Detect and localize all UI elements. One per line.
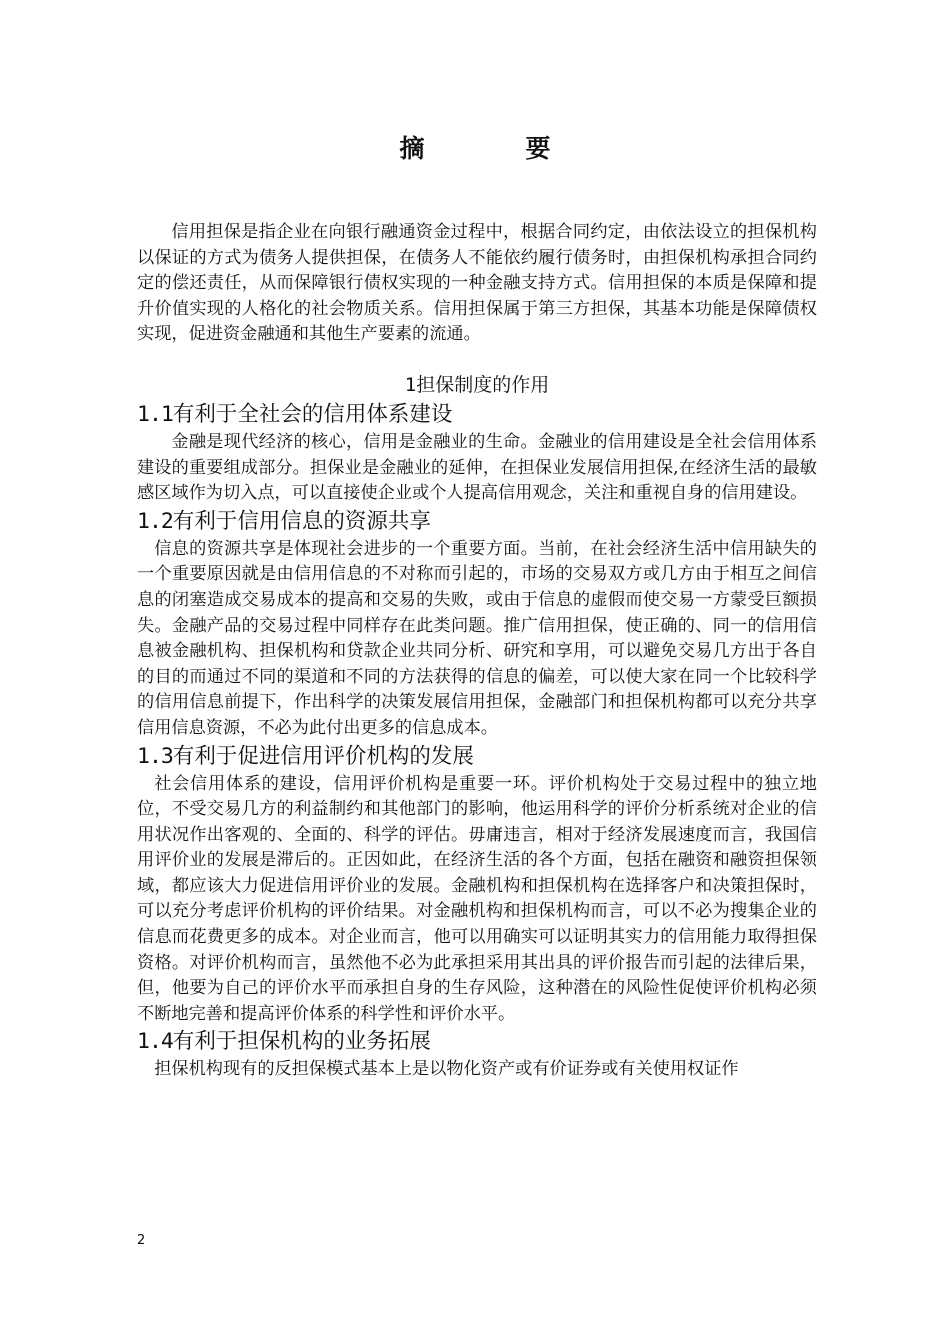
abstract-paragraph: 信用担保是指企业在向银行融通资金过程中，根据合同约定，由依法设立的担保机构以保证的方式为债务人提供担保，在债务人不能依约履行债务时，由担保机构承担合同约定的偿还责任，从而保障银行债权实现的一种金融支持方式。信用担保的本质是保障和提升价值实现的人格化的社会物质关系。信用担保属于第三方担保，其基本功能是保障债权实现，促进资金融通和其他生产要素的流通。 — [137, 222, 817, 345]
section-number: 1.1 — [137, 401, 173, 427]
section-title: 有利于促进信用评价机构的发展 — [172, 743, 474, 769]
section-title: 有利于全社会的信用体系建设 — [172, 401, 453, 427]
section-title: 有利于担保机构的业务拓展 — [172, 1029, 431, 1055]
chapter-number: 1 — [404, 373, 417, 396]
section-heading-1-3 — [137, 742, 817, 772]
section-body-1-1: 金融是现代经济的核心，信用是金融业的生命。金融业的信用建设是全社会信用体系建设的重要组成部分。担保业是金融业的延伸，在担保业发展信用担保,在经济生活的最敏感区域作为切入点，可以直接使企业或个人提高信用观念，关注和重视自身的信用建设。 — [137, 431, 817, 504]
section-heading-1-1 — [137, 400, 817, 430]
document-body — [137, 220, 817, 1083]
section-number: 1.2 — [137, 508, 173, 534]
chapter-heading — [137, 370, 817, 400]
section-body-1-3: 社会信用体系的建设，信用评价机构是重要一环。评价机构处于交易过程中的独立地位，不受交易几方的利益制约和其他部门的影响，他运用科学的评价分析系统对企业的信用状况作出客观的、全面的、科学的评估。毋庸违言，相对于经济发展速度而言，我国信用评价业的发展是滞后的。正因如此，在经济生活的各个方面，包括在融资和融资担保领域，都应该大力促进信用评价业的发展。金融机构和担保机构在选择客户和决策担保时，可以充分考虑评价机构的评价结果。对金融机构和担保机构而言，可以不必为搜集企业的信息而花费更多的成本。对企业而言，他可以用确实可以证明其实力的信用能力取得担保资格。对评价机构而言，虽然他不必为此承担采用其出具的评价报告而引起的法律后果，但，他要为自己的评价水平而承担自身的生存风险，这种潜在的风险性促使评价机构必须不断地完善和提高评价体系的科学性和评价水平。 — [137, 773, 817, 1024]
section-number: 1.4 — [137, 1029, 173, 1055]
section-heading-1-4 — [137, 1027, 817, 1057]
section-body-1-2: 信息的资源共享是体现社会进步的一个重要方面。当前，在社会经济生活中信用缺失的一个重要原因就是由信用信息的不对称而引起的，市场的交易双方或几方由于相互之间信息的闭塞造成交易成本的提高和交易的失败，或由于信息的虚假而使交易一方蒙受巨额损失。金融产品的交易过程中同样存在此类问题。推广信用担保，使正确的、同一的信用信息被金融机构、担保机构和贷款企业共同分析、研究和享用，可以避免交易几方出于各自的目的而通过不同的渠道和不同的方法获得的信息的偏差，可以使大家在同一个比较科学的信用信息前提下，作出科学的决策发展信用担保，金融部门和担保机构都可以充分共享信用信息资源，不必为此付出更多的信息成本。 — [137, 538, 817, 738]
section-heading-1-2 — [137, 507, 817, 537]
abstract-title: 摘 要 — [399, 134, 589, 163]
section-number: 1.3 — [137, 743, 173, 769]
section-body-1-4: 担保机构现有的反担保模式基本上是以物化资产或有价证券或有关使用权证作 — [154, 1059, 739, 1080]
page-number: 2 — [137, 1233, 146, 1248]
chapter-title: 担保制度的作用 — [416, 373, 550, 396]
section-title: 有利于信用信息的资源共享 — [172, 508, 431, 534]
